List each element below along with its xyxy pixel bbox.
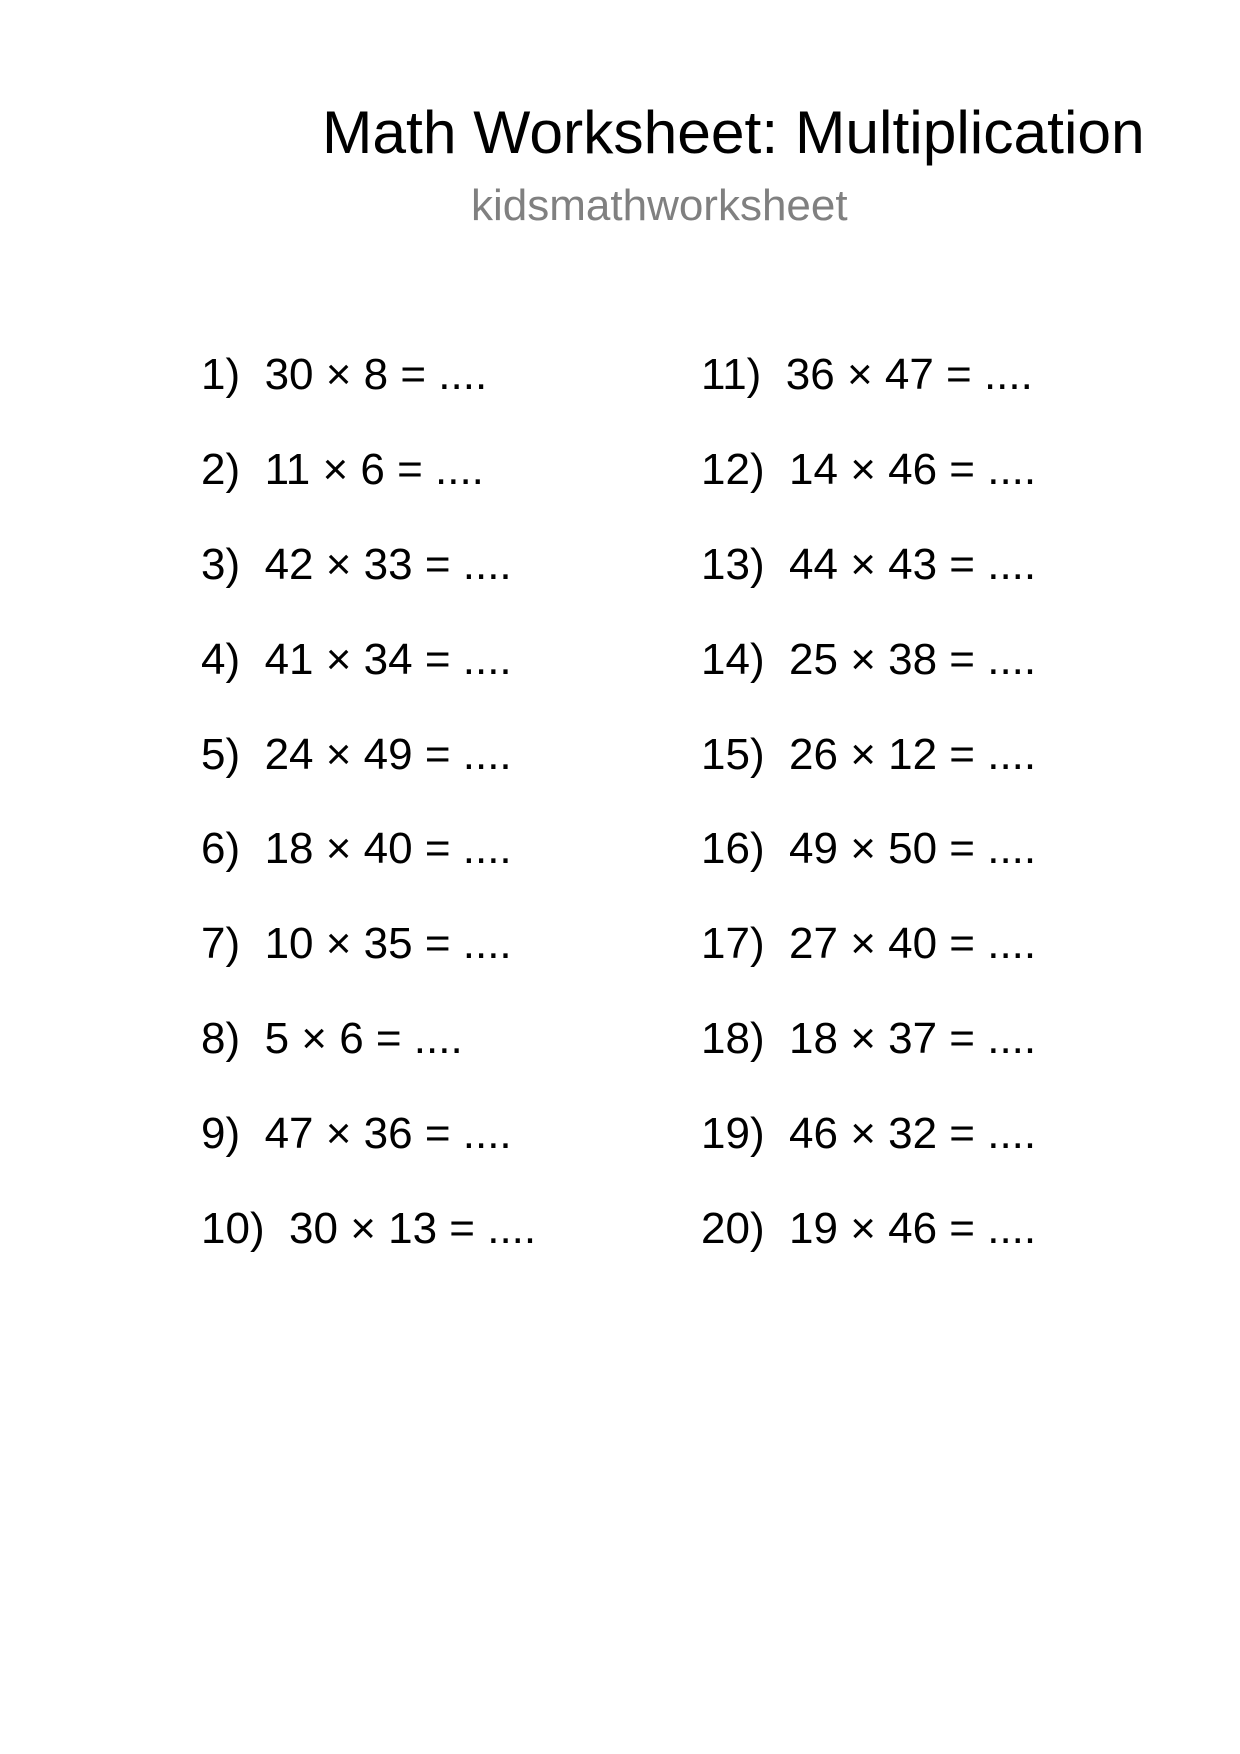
problem-item: 7) 10 × 35 = .... — [201, 919, 512, 969]
problems-left-column — [201, 350, 536, 1299]
problem-item: 8) 5 × 6 = .... — [201, 1014, 463, 1064]
worksheet-title: Math Worksheet: Multiplication — [322, 98, 1145, 166]
problem-item: 11) 36 × 47 = .... — [701, 350, 1033, 399]
problems-right-column — [701, 350, 1036, 1299]
problem-item: 3) 42 × 33 = .... — [201, 539, 512, 589]
problem-item: 16) 49 × 50 = .... — [701, 824, 1037, 874]
problem-item: 2) 11 × 6 = .... — [201, 444, 484, 494]
problem-item: 10) 30 × 13 = .... — [201, 1204, 537, 1254]
problem-item: 5) 24 × 49 = .... — [201, 729, 512, 779]
problem-item: 18) 18 × 37 = .... — [701, 1014, 1037, 1064]
problem-item: 19) 46 × 32 = .... — [701, 1109, 1037, 1159]
problem-item: 13) 44 × 43 = .... — [701, 539, 1037, 589]
problem-item: 20) 19 × 46 = .... — [701, 1204, 1037, 1254]
problem-item: 17) 27 × 40 = .... — [701, 919, 1037, 969]
problem-item: 15) 26 × 12 = .... — [701, 729, 1037, 779]
worksheet-subtitle: kidsmathworksheet — [471, 181, 848, 230]
problem-item: 14) 25 × 38 = .... — [701, 634, 1037, 684]
problem-item: 9) 47 × 36 = .... — [201, 1109, 512, 1159]
problem-item: 12) 14 × 46 = .... — [701, 444, 1037, 494]
problem-item: 4) 41 × 34 = .... — [201, 634, 512, 684]
problem-item: 6) 18 × 40 = .... — [201, 824, 512, 874]
problem-item: 1) 30 × 8 = .... — [201, 350, 488, 399]
